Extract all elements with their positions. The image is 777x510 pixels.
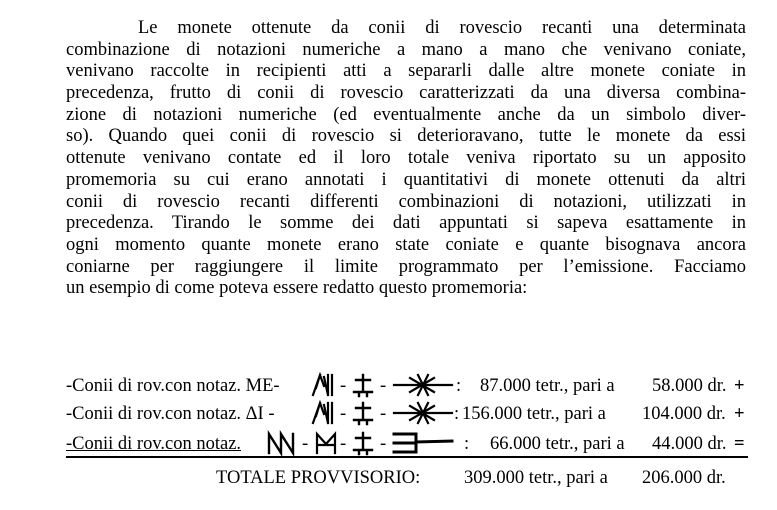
row-separator: - bbox=[380, 404, 387, 424]
AI-monogram-icon bbox=[310, 400, 338, 426]
row-separator: - bbox=[340, 376, 347, 396]
row-operator: = bbox=[734, 434, 745, 454]
row-tetradrachms: 87.000 tetr., pari a bbox=[480, 376, 615, 396]
row-operator: + bbox=[734, 404, 745, 424]
row-label: -Conii di rov.con notaz. ΔI - bbox=[66, 404, 275, 424]
NN-monogram-icon bbox=[266, 430, 300, 456]
memo-row-nn bbox=[66, 430, 748, 458]
paragraph-line: ogni momento quante monete erano state coniate e quante bisognava ancora bbox=[66, 234, 746, 255]
row-drachms: 44.000 dr. bbox=[652, 434, 727, 454]
thunderbolt-icon bbox=[392, 372, 454, 398]
paragraph-line: coniarne per raggiungere il limite programmato per l’emissione. Facciamo bbox=[66, 256, 746, 277]
paragraph-line: conii di rovescio recanti differenti combinazioni di notazioni, utilizzati in bbox=[66, 191, 746, 212]
row-colon: : bbox=[456, 376, 462, 396]
row-operator: + bbox=[734, 376, 745, 396]
paragraph-line: venivano raccolte in recipienti atti a separarli dalle altre monete coniate in bbox=[66, 61, 746, 82]
row-drachms: 104.000 dr. bbox=[642, 404, 726, 424]
M-monogram-icon bbox=[314, 430, 338, 456]
row-colon: : bbox=[454, 404, 460, 424]
row-tetradrachms: 66.000 tetr., pari a bbox=[490, 434, 625, 454]
thunderbolt-icon bbox=[392, 400, 454, 426]
AI-monogram-icon bbox=[310, 372, 338, 398]
row-label: -Conii di rov.con notaz. ME- bbox=[66, 376, 280, 396]
paragraph-line: precedenza. Tirando le somme dei dati appuntati si sapeva esattamente in bbox=[66, 213, 746, 234]
row-separator: - bbox=[380, 434, 387, 454]
paragraph-line: combinazione di notazioni numeriche a mano a mano che venivano coniate, bbox=[66, 39, 746, 60]
row-drachms: 58.000 dr. bbox=[652, 376, 727, 396]
stand-icon bbox=[350, 400, 376, 426]
memo-row-di bbox=[66, 400, 748, 426]
paragraph-line: ottenute venivano contate ed il loro totale veniva riportato su un apposito bbox=[66, 148, 746, 169]
row-separator: - bbox=[302, 434, 309, 454]
paragraph-line: zione di notazioni numeriche (ed eventualmente anche da un simbolo diver- bbox=[66, 104, 746, 125]
row-tetradrachms: 156.000 tetr., pari a bbox=[462, 404, 606, 424]
club-icon bbox=[390, 430, 454, 456]
row-colon: : bbox=[464, 434, 470, 454]
paragraph-line: Le monete ottenute da conii di rovescio recanti una determinata bbox=[138, 18, 746, 38]
stand-icon bbox=[350, 372, 376, 398]
body-paragraph bbox=[66, 18, 746, 300]
paragraph-line: so). Quando quei conii di rovescio si deterioravano, tutte le monete da essi bbox=[66, 126, 746, 147]
row-separator: - bbox=[340, 404, 347, 424]
row-label: -Conii di rov.con notaz. bbox=[66, 434, 242, 454]
paragraph-line: promemoria su cui erano annotati i quantitativi di monete ottenuti da altri bbox=[66, 169, 746, 190]
row-separator: - bbox=[380, 376, 387, 396]
total-label: TOTALE PROVVISORIO: bbox=[216, 468, 421, 488]
paragraph-line: precedenza, frutto di conii di rovescio caratterizzati da una diversa combina- bbox=[66, 83, 746, 104]
stand-icon bbox=[350, 430, 376, 456]
paragraph-line: un esempio di come poteva essere redatto questo promemoria: bbox=[66, 278, 528, 299]
total-tetradrachms: 309.000 tetr., pari a bbox=[464, 468, 608, 488]
row-separator: - bbox=[340, 434, 347, 454]
memo-row-me bbox=[66, 372, 748, 398]
total-drachms: 206.000 dr. bbox=[642, 468, 726, 488]
